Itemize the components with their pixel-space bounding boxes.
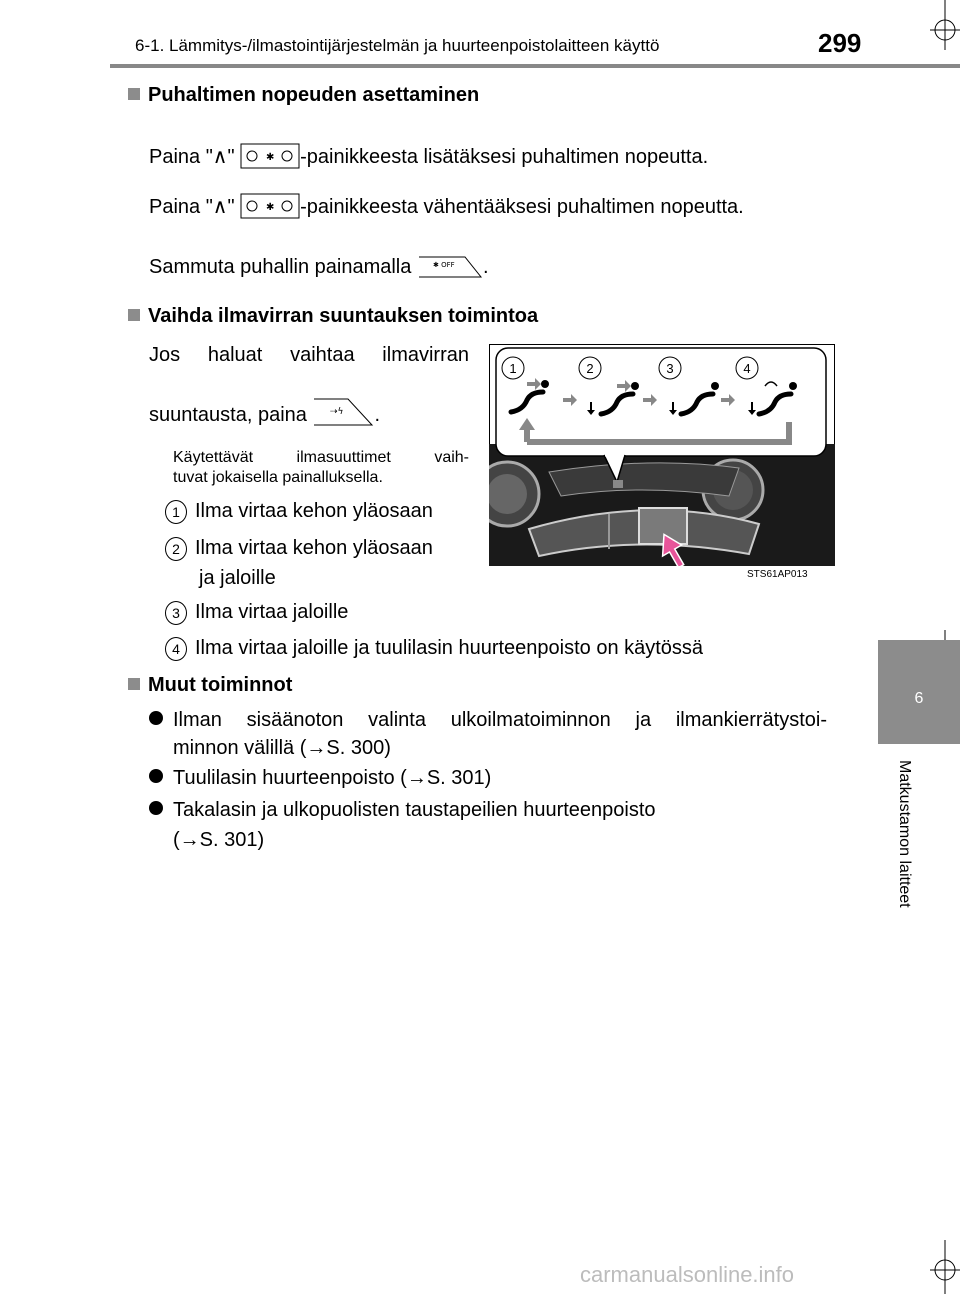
other-bullet-3-cont: (→S. 301) bbox=[173, 829, 265, 851]
other-bullet-3: Takalasin ja ulkopuolisten taustapeilien huurteenpoisto bbox=[149, 798, 656, 822]
fan-speed-button-icon bbox=[240, 143, 300, 169]
bullet-dot bbox=[149, 711, 163, 725]
crop-mark-bottom-right bbox=[930, 1240, 960, 1294]
other-bullet-1: Ilman sisäänoton valinta ulkoilmatoiminnon ja ilmankierrätystoi- bbox=[149, 708, 827, 732]
airflow-item-1: 1 Ilma virtaa kehon yläosaan bbox=[165, 499, 433, 524]
chapter-label: Matkustamon laitteet bbox=[896, 760, 913, 908]
header-rule bbox=[110, 64, 960, 68]
airflow-item-4: 4 Ilma virtaa jaloille ja tuulilasin huurteenpoisto on käytössä bbox=[165, 636, 703, 661]
item-number: 4 bbox=[165, 637, 187, 661]
chapter-number: 6 bbox=[914, 690, 924, 707]
section-heading-airflow: Vaihda ilmavirran suuntauksen toimintoa bbox=[128, 305, 538, 328]
airflow-note-line2: tuvat jokaisella painalluksella. bbox=[173, 469, 383, 486]
svg-text:✱ OFF: ✱ OFF bbox=[432, 261, 455, 269]
airflow-mode-button-icon bbox=[312, 395, 374, 427]
figure-label-4: 4 bbox=[743, 361, 751, 376]
fan-decrease-line: Paina "∧" ✱ -painikkeesta vähentääksesi puhaltimen nopeutta. bbox=[149, 193, 744, 219]
section-heading-other: Muut toiminnot bbox=[128, 674, 292, 697]
other-bullet-1-cont: minnon välillä (→S. 300) bbox=[173, 737, 391, 759]
bullet-dot bbox=[149, 769, 163, 783]
airflow-item-2: 2 Ilma virtaa kehon yläosaan bbox=[165, 536, 433, 561]
figure-label-2: 2 bbox=[586, 361, 594, 376]
section-marker bbox=[128, 309, 140, 321]
airflow-item-2-cont: ja jaloille bbox=[199, 567, 276, 589]
section-marker bbox=[128, 88, 140, 100]
fan-speed-button-icon bbox=[240, 193, 300, 219]
fan-off-line: Sammuta puhallin painamalla ✱ OFF . bbox=[149, 253, 489, 279]
header-title: 6-1. Lämmitys-/ilmastointijärjestelmän ja huurteenpoistolaitteen käyttö bbox=[135, 36, 660, 55]
item-number: 2 bbox=[165, 537, 187, 561]
item-number: 3 bbox=[165, 601, 187, 625]
bullet-dot bbox=[149, 801, 163, 815]
page-number: 299 bbox=[818, 28, 862, 58]
svg-text:✱: ✱ bbox=[266, 202, 275, 213]
figure-code: STS61AP013 bbox=[747, 569, 808, 580]
figure-label-3: 3 bbox=[666, 361, 674, 376]
section-heading-fan-speed: Puhaltimen nopeuden asettaminen bbox=[128, 84, 479, 107]
section-marker bbox=[128, 678, 140, 690]
airflow-mode-figure bbox=[489, 344, 835, 580]
crop-mark-top-right bbox=[930, 0, 960, 50]
other-bullet-2: Tuulilasin huurteenpoisto (→S. 301) bbox=[149, 766, 491, 790]
svg-text:✱: ✱ bbox=[266, 152, 275, 163]
fan-increase-line: Paina "∧" ✱ -painikkeesta lisätäksesi puhaltimen nopeutta. bbox=[149, 143, 708, 169]
airflow-para-line1: Jos haluat vaihtaa ilmavirran bbox=[149, 344, 469, 366]
fan-off-button-icon bbox=[417, 253, 483, 279]
svg-text:⇢ϟ: ⇢ϟ bbox=[330, 407, 344, 417]
figure-label-1: 1 bbox=[509, 361, 517, 376]
airflow-para-line2: suuntausta, paina ⇢ϟ . bbox=[149, 395, 380, 427]
watermark: carmanualsonline.info bbox=[580, 1262, 795, 1287]
item-number: 1 bbox=[165, 500, 187, 524]
airflow-note-line1: Käytettävät ilmasuuttimet vaih- bbox=[173, 449, 469, 466]
airflow-item-3: 3 Ilma virtaa jaloille bbox=[165, 600, 348, 625]
